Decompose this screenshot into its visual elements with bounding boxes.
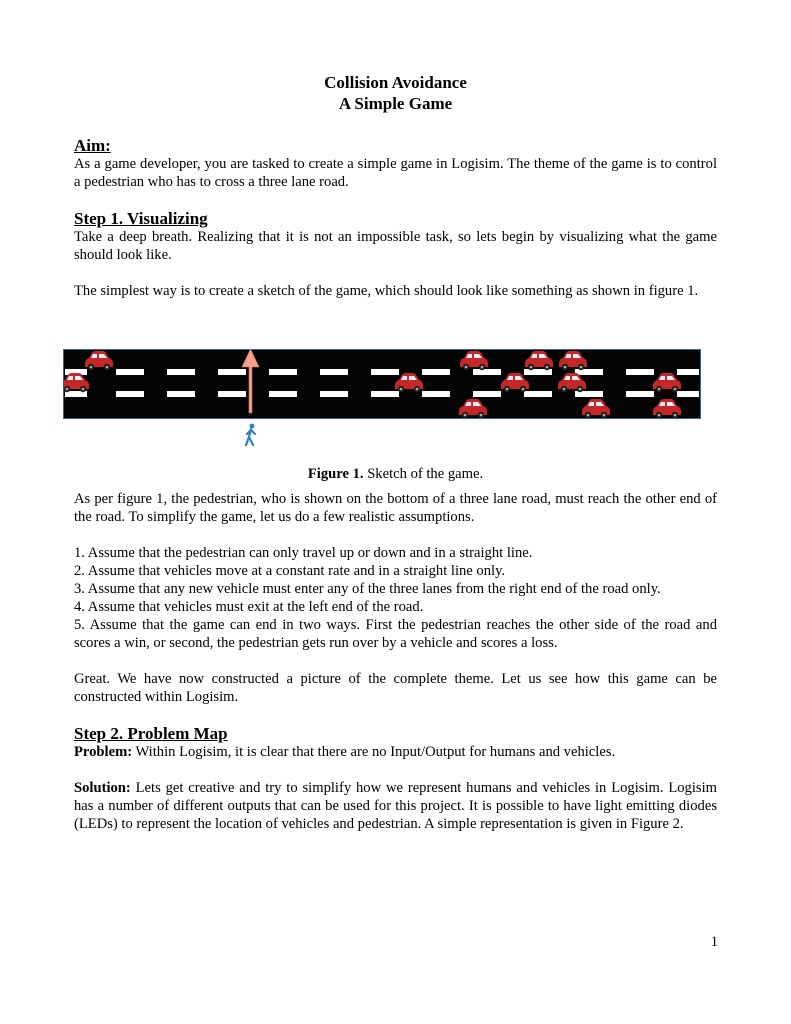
list-item: 2. Assume that vehicles move at a constant rate and in a straight line only. (74, 563, 506, 579)
problem-text: Within Logisim, it is clear that there are no Input/Output for humans and vehicles. (132, 744, 616, 760)
aim-text: As a game developer, you are tasked to create a simple game in Logisim. The theme of the game is to control a pedestrian who has to cross a three lane road. (74, 156, 717, 190)
step1-para-1: Take a deep breath. Realizing that it is not an impossible task, so lets begin by visualizing what the game should look like. (74, 229, 717, 263)
step1-heading: Step 1. Visualizing (74, 209, 208, 228)
problem-paragraph (74, 743, 717, 761)
problem-label: Problem: (74, 744, 133, 760)
figure-1-sketch (63, 349, 701, 449)
title-line-2: A Simple Game (338, 94, 453, 113)
solution-paragraph (74, 779, 717, 833)
after-figure-para-1: As per figure 1, the pedestrian, who is shown on the bottom of a three lane road, must reach the other end of the road. To simplify the game, let us do a few realistic assumptions. (74, 491, 717, 525)
road-sketch (63, 349, 701, 449)
solution-text: Lets get creative and try to simplify how we represent humans and vehicles in Logisim. Logisim has a number of different outputs that can be used for this project. It is possible to have light emitting diodes (LEDs) to represent the location of vehicles and pedestrian. A simple representation is given in Figure 2. (74, 780, 717, 832)
title-line-1: Collision Avoidance (324, 73, 467, 92)
figure-1-caption (0, 465, 791, 483)
list-item: 3. Assume that any new vehicle must enter any of the three lanes from the right end of the road only. (74, 581, 661, 597)
solution-label: Solution: (74, 780, 131, 796)
assumptions-list (74, 544, 717, 652)
step2-heading: Step 2. Problem Map (74, 724, 228, 743)
document-page (74, 72, 717, 833)
list-item: 5. Assume that the game can end in two ways. First the pedestrian reaches the other side of the road and scores a win, or second, the pedestrian gets run over by a vehicle and scores a loss. (74, 617, 717, 651)
step1-para-2: The simplest way is to create a sketch of the game, which should look like something as shown in figure 1. (74, 283, 699, 299)
after-figure-para-2: Great. We have now constructed a picture of the complete theme. Let us see how this game can be constructed within Logisim. (74, 671, 717, 705)
aim-heading: Aim: (74, 136, 111, 155)
figure-caption-label: Figure 1. (307, 466, 364, 482)
list-item: 1. Assume that the pedestrian can only travel up or down and in a straight line. (74, 545, 533, 561)
list-item: 4. Assume that vehicles must exit at the left end of the road. (74, 599, 424, 615)
figure-caption-text: Sketch of the game. (363, 466, 484, 482)
page-number: 1 (710, 934, 718, 950)
pedestrian-icon (246, 424, 255, 445)
